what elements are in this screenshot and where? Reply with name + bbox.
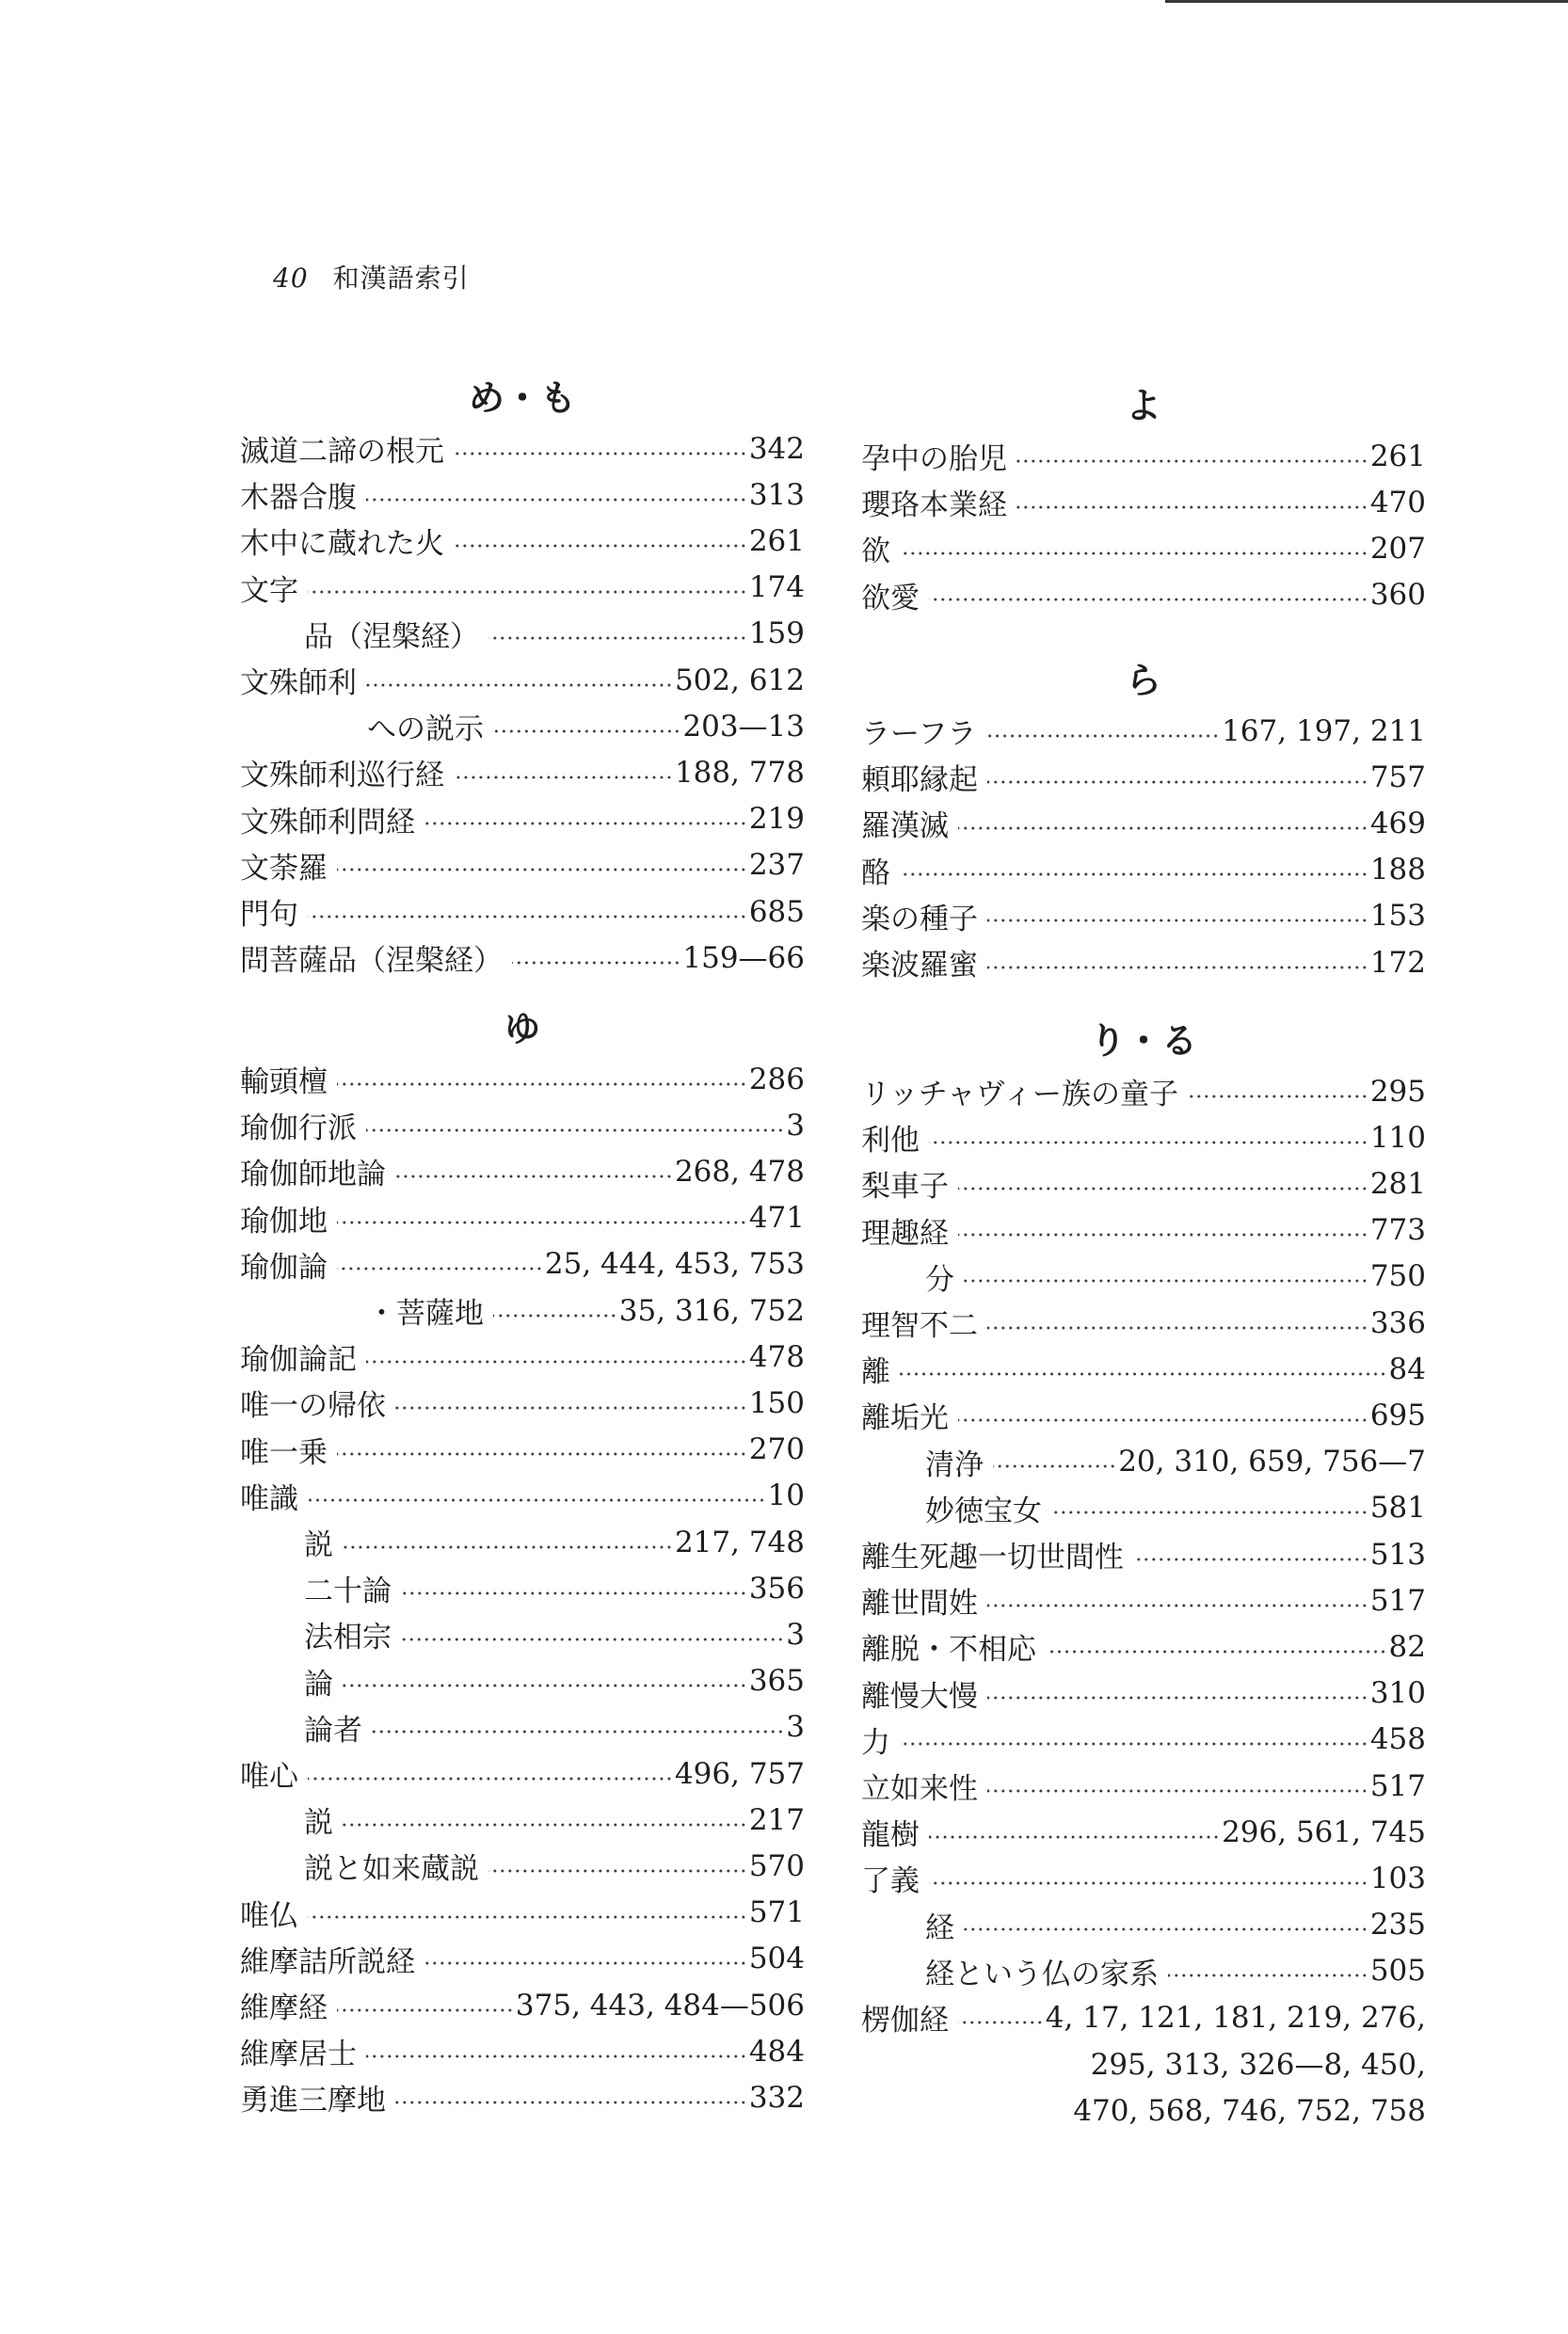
entry-term: 維摩経 <box>240 1991 328 2025</box>
entry-term: 木器合腹 <box>240 481 357 516</box>
entry-pages: 150 <box>748 1385 805 1420</box>
leader-dots <box>395 1175 673 1178</box>
entry-term: 唯一の帰依 <box>240 1389 386 1424</box>
entry-pages: 237 <box>748 848 805 883</box>
entry-term: 妙徳宝女 <box>925 1494 1042 1528</box>
index-entry <box>240 1195 805 1241</box>
entry-pages: 375, 443, 484—506 <box>515 1988 805 2022</box>
entry-term: 門句 <box>240 898 298 932</box>
entry-term: 論 <box>304 1667 333 1702</box>
index-entry <box>304 1611 805 1657</box>
index-entry <box>304 1519 805 1565</box>
entry-pages: 25, 444, 453, 753 <box>544 1247 805 1282</box>
entry-pages: 517 <box>1369 1583 1426 1618</box>
index-entry <box>861 1994 1426 2040</box>
index-entry <box>861 1717 1426 1763</box>
leader-dots <box>900 1372 1387 1376</box>
leader-dots <box>308 1915 747 1919</box>
entry-pages: 513 <box>1369 1537 1426 1572</box>
entry-term: 楞伽経 <box>861 2004 949 2038</box>
entry-pages: 581 <box>1369 1491 1426 1526</box>
index-entry <box>861 1068 1426 1114</box>
index-entry <box>304 611 805 657</box>
index-entry <box>925 1485 1426 1531</box>
index-entry <box>861 939 1426 985</box>
section-heading: り・る <box>1089 1019 1197 1062</box>
leader-dots <box>964 1927 1368 1931</box>
leader-dots <box>308 1777 673 1781</box>
entry-term: 瑜伽論記 <box>240 1343 357 1378</box>
leader-dots <box>337 868 747 871</box>
entry-pages: 458 <box>1369 1722 1426 1757</box>
leader-dots <box>900 872 1368 876</box>
entry-pages: 296, 561, 745 <box>1222 1814 1426 1849</box>
leader-dots <box>454 775 673 779</box>
entry-pages: 268, 478 <box>674 1154 805 1189</box>
index-entry <box>925 1254 1426 1300</box>
index-entry <box>240 1982 805 2028</box>
leader-dots <box>929 1835 1220 1839</box>
leader-dots <box>488 1869 747 1873</box>
entry-term: 勇進三摩地 <box>240 2084 386 2118</box>
leader-dots <box>337 2008 514 2012</box>
leader-dots <box>308 590 747 594</box>
entry-pages: 356 <box>748 1571 805 1606</box>
entry-term: 楽波羅蜜 <box>861 949 978 983</box>
entry-pages: 286 <box>748 1062 805 1096</box>
index-entry <box>861 800 1426 846</box>
entry-pages: 773 <box>1369 1213 1426 1248</box>
entry-term: 離慢大慢 <box>861 1679 978 1714</box>
index-entry <box>925 1439 1426 1485</box>
entry-term: 離垢光 <box>861 1401 949 1436</box>
entry-term: 立如来性 <box>861 1772 978 1806</box>
index-entry <box>240 1380 805 1426</box>
entry-pages: 336 <box>1369 1305 1426 1340</box>
entry-term: 唯識 <box>240 1481 298 1516</box>
entry-pages: 469 <box>1369 806 1426 840</box>
entry-term: 分 <box>925 1262 954 1297</box>
entry-pages: 207 <box>1369 531 1426 566</box>
entry-pages: 235 <box>1369 1908 1426 1942</box>
leader-dots <box>987 1789 1368 1793</box>
leader-dots <box>337 1267 543 1271</box>
leader-dots <box>366 498 747 502</box>
entry-pages: 110 <box>1369 1120 1426 1155</box>
index-entry <box>861 1207 1426 1254</box>
entry-term: 理智不二 <box>861 1309 978 1343</box>
index-entry <box>861 847 1426 893</box>
entry-term: 説と如来蔵説 <box>304 1852 479 1887</box>
leader-dots <box>308 1498 766 1502</box>
leader-dots <box>1016 505 1368 509</box>
index-entry <box>861 893 1426 939</box>
leader-dots <box>337 1221 747 1224</box>
index-entry <box>861 572 1426 618</box>
index-entry <box>861 1809 1426 1855</box>
leader-dots <box>366 683 673 687</box>
index-entry <box>304 1843 805 1889</box>
index-entry <box>861 1577 1426 1623</box>
index-entry <box>861 479 1426 525</box>
entry-term: 文殊師利巡行経 <box>240 759 444 793</box>
entry-term: 法相宗 <box>304 1621 392 1655</box>
entry-term: 了義 <box>861 1864 920 1899</box>
leader-dots <box>454 544 747 548</box>
entry-term: 問菩薩品（涅槃経） <box>240 944 503 979</box>
index-entry <box>861 433 1426 479</box>
index-entry <box>240 1334 805 1380</box>
leader-dots <box>401 1638 784 1641</box>
entry-pages: 505 <box>1369 1954 1426 1989</box>
leader-dots <box>395 1406 747 1410</box>
entry-pages-continued: 470, 568, 746, 752, 758 <box>1073 2094 1426 2129</box>
page-header <box>273 258 470 296</box>
entry-term: 瑜伽論 <box>240 1250 328 1285</box>
entry-pages: 159—66 <box>682 940 805 975</box>
entry-term: 利他 <box>861 1124 920 1159</box>
entry-term: 瑜伽師地論 <box>240 1158 386 1192</box>
index-entry <box>240 935 805 981</box>
top-edge-rule <box>1165 0 1568 3</box>
index-entry <box>861 1160 1426 1207</box>
entry-pages: 217 <box>748 1802 805 1837</box>
entry-pages: 188 <box>1369 853 1426 887</box>
leader-dots <box>958 1233 1368 1237</box>
entry-term: への説示 <box>367 712 484 747</box>
index-entry <box>861 1531 1426 1577</box>
entry-pages: 3 <box>786 1710 805 1745</box>
leader-dots <box>900 1742 1368 1746</box>
entry-pages: 470 <box>1369 485 1426 520</box>
entry-term: 経 <box>925 1910 954 1945</box>
entry-term: 輸頭檀 <box>240 1065 328 1099</box>
entry-term: 欲愛 <box>861 581 920 615</box>
section-heading: め・も <box>468 376 576 419</box>
leader-dots <box>1133 1558 1368 1561</box>
entry-pages: 504 <box>748 1942 805 1976</box>
section-heading: ら <box>1125 659 1161 701</box>
entry-term: 梨車子 <box>861 1170 949 1205</box>
leader-dots <box>987 1604 1368 1607</box>
index-entry <box>240 1102 805 1148</box>
entry-pages: 153 <box>1369 899 1426 934</box>
leader-dots <box>343 1823 747 1827</box>
entry-term: 説 <box>304 1806 333 1841</box>
entry-term: 離世間姓 <box>861 1587 978 1622</box>
leader-dots <box>343 1545 673 1549</box>
entry-term: 龍樹 <box>861 1818 920 1853</box>
leader-dots <box>337 1082 747 1086</box>
leader-dots <box>987 1326 1368 1330</box>
leader-dots <box>366 1128 784 1132</box>
index-entry <box>240 472 805 518</box>
index-entry <box>240 1241 805 1287</box>
entry-pages: 20, 310, 659, 756—7 <box>1118 1445 1426 1479</box>
leader-dots <box>958 1418 1368 1422</box>
entry-term: 頼耶縁起 <box>861 763 978 798</box>
entry-pages: 174 <box>748 570 805 605</box>
entry-pages: 502, 612 <box>674 663 805 697</box>
index-entry <box>367 1287 805 1334</box>
entry-pages-continued: 295, 313, 326—8, 450, <box>1090 2048 1426 2083</box>
leader-dots <box>493 729 680 733</box>
entry-term: 瑜伽行派 <box>240 1111 357 1146</box>
entry-pages: 167, 197, 211 <box>1222 713 1426 748</box>
index-entry <box>925 1948 1426 1994</box>
entry-term: 欲 <box>861 535 890 569</box>
entry-pages: 261 <box>1369 439 1426 473</box>
entry-pages: 310 <box>1369 1676 1426 1711</box>
index-entry <box>240 425 805 472</box>
entry-pages: 478 <box>748 1339 805 1374</box>
entry-term: 力 <box>861 1725 890 1760</box>
entry-term: 文殊師利問経 <box>240 805 415 839</box>
entry-term: 品（涅槃経） <box>304 619 479 654</box>
entry-term: 二十論 <box>304 1575 392 1609</box>
entry-pages: 332 <box>748 2080 805 2115</box>
leader-dots <box>987 780 1368 784</box>
entry-term: 文荼羅 <box>240 851 328 886</box>
index-title: 和漢語索引 <box>332 263 470 294</box>
entry-term: 経という仏の家系 <box>925 1957 1159 1991</box>
index-entry <box>240 518 805 564</box>
entry-pages: 3 <box>786 1108 805 1143</box>
leader-dots <box>308 915 747 919</box>
leader-dots <box>958 826 1368 830</box>
leader-dots <box>929 1141 1368 1144</box>
entry-term: ・菩薩地 <box>367 1297 484 1331</box>
entry-pages: 172 <box>1369 945 1426 980</box>
entry-term: 楽の種子 <box>861 902 978 936</box>
entry-pages: 757 <box>1369 759 1426 794</box>
entry-pages: 570 <box>748 1848 805 1883</box>
index-entry <box>367 703 805 749</box>
entry-term: 説 <box>304 1528 333 1562</box>
entry-pages: 84 <box>1388 1351 1426 1386</box>
leader-dots <box>985 734 1220 738</box>
entry-term: 理趣経 <box>861 1216 949 1251</box>
entry-pages: 219 <box>748 802 805 837</box>
entry-pages: 217, 748 <box>674 1525 805 1559</box>
leader-dots <box>929 598 1368 601</box>
entry-term: 離脱・不相応 <box>861 1633 1036 1668</box>
index-entry <box>304 1565 805 1611</box>
entry-pages: 471 <box>748 1201 805 1236</box>
entry-pages: 360 <box>1369 578 1426 613</box>
index-entry <box>240 1936 805 1982</box>
entry-term: 木中に蔵れた火 <box>240 527 444 562</box>
entry-pages: 35, 316, 752 <box>618 1293 805 1328</box>
entry-term: ラーフラ <box>861 717 977 751</box>
leader-dots <box>424 1961 747 1965</box>
index-entry <box>925 1902 1426 1948</box>
entry-pages: 270 <box>748 1432 805 1467</box>
entry-pages: 365 <box>748 1664 805 1699</box>
leader-dots <box>343 1684 747 1687</box>
entry-term: リッチャヴィー族の童子 <box>861 1078 1178 1111</box>
index-entry <box>861 1855 1426 1901</box>
entry-term: 清浄 <box>925 1447 984 1482</box>
entry-pages: 517 <box>1369 1768 1426 1803</box>
index-entry <box>240 1750 805 1797</box>
index-entry <box>240 796 805 842</box>
leader-dots <box>488 636 747 640</box>
index-entry <box>240 2028 805 2074</box>
leader-dots <box>372 1730 784 1734</box>
index-entry <box>240 1427 805 1473</box>
leader-dots <box>958 1187 1368 1191</box>
index-entry <box>861 1346 1426 1392</box>
entry-pages: 295 <box>1369 1074 1426 1109</box>
entry-term: 瑜伽地 <box>240 1204 328 1239</box>
entry-pages: 3 <box>786 1617 805 1652</box>
entry-pages: 281 <box>1369 1166 1426 1201</box>
entry-term: 滅道二諦の根元 <box>240 435 444 469</box>
index-entry <box>240 888 805 935</box>
leader-dots <box>987 919 1368 922</box>
index-entry <box>861 1763 1426 1809</box>
entry-pages: 313 <box>748 477 805 512</box>
entry-term: 唯心 <box>240 1760 298 1794</box>
entry-pages: 4, 17, 121, 181, 219, 276, <box>1045 2000 1426 2035</box>
leader-dots <box>366 2054 747 2058</box>
section-heading: ゆ <box>504 1007 540 1049</box>
entry-term: 離 <box>861 1355 890 1390</box>
entry-term: 唯一乗 <box>240 1435 328 1470</box>
index-entry <box>861 1671 1426 1717</box>
entry-pages: 261 <box>748 523 805 558</box>
leader-dots <box>366 1360 747 1364</box>
entry-pages: 342 <box>748 431 805 466</box>
index-entry <box>304 1797 805 1843</box>
leader-dots <box>1188 1095 1368 1098</box>
entry-pages: 10 <box>767 1479 805 1513</box>
index-entry <box>240 1056 805 1102</box>
leader-dots <box>401 1591 747 1595</box>
index-entry <box>861 1623 1426 1670</box>
entry-term: 文字 <box>240 573 298 608</box>
section-heading: よ <box>1125 384 1161 426</box>
leader-dots <box>900 552 1368 555</box>
index-entry <box>861 1114 1426 1160</box>
entry-term: 酪 <box>861 855 890 890</box>
entry-pages: 203—13 <box>682 709 805 743</box>
entry-pages: 571 <box>748 1895 805 1930</box>
leader-dots <box>395 2101 747 2104</box>
leader-dots <box>493 1314 617 1318</box>
leader-dots <box>987 1696 1368 1700</box>
leader-dots <box>424 822 747 825</box>
entry-pages: 750 <box>1369 1259 1426 1294</box>
entry-pages: 103 <box>1369 1861 1426 1895</box>
entry-term: 維摩居士 <box>240 2038 357 2072</box>
index-entry <box>240 565 805 611</box>
entry-term: 論者 <box>304 1713 362 1748</box>
index-entry <box>861 1392 1426 1438</box>
leader-dots <box>958 2021 1044 2024</box>
leader-dots <box>454 452 747 456</box>
entry-term: 瓔珞本業経 <box>861 488 1007 523</box>
index-entry <box>240 657 805 703</box>
index-entry <box>240 1473 805 1519</box>
index-entry <box>240 2074 805 2120</box>
entry-pages: 159 <box>748 616 805 651</box>
index-entry <box>240 749 805 795</box>
leader-dots <box>1051 1511 1368 1514</box>
entry-pages: 82 <box>1388 1629 1426 1664</box>
entry-pages: 484 <box>748 2034 805 2069</box>
index-entry <box>240 1890 805 1936</box>
index-entry <box>240 842 805 888</box>
leader-dots <box>993 1464 1116 1468</box>
leader-dots <box>964 1279 1368 1283</box>
entry-term: 唯仏 <box>240 1898 298 1933</box>
entry-term: 維摩詰所説経 <box>240 1944 415 1979</box>
leader-dots <box>1168 1974 1368 1977</box>
entry-term: 文殊師利 <box>240 666 357 700</box>
leader-dots <box>1046 1650 1387 1654</box>
entry-term: 孕中の胎児 <box>861 442 1007 476</box>
index-entry <box>304 1658 805 1704</box>
leader-dots <box>929 1881 1368 1885</box>
entry-pages: 496, 757 <box>674 1756 805 1791</box>
leader-dots <box>337 1452 747 1456</box>
entry-term: 離生死趣一切世間性 <box>861 1541 1124 1575</box>
entry-term: 羅漢滅 <box>861 809 949 844</box>
entry-pages: 188, 778 <box>674 755 805 790</box>
leader-dots <box>987 966 1368 969</box>
page-number: 40 <box>273 263 309 294</box>
leader-dots <box>512 961 680 965</box>
index-entry <box>240 1148 805 1194</box>
index-entry <box>861 525 1426 571</box>
leader-dots <box>1016 459 1368 463</box>
index-entry <box>304 1704 805 1750</box>
entry-pages: 695 <box>1369 1398 1426 1432</box>
index-entry <box>861 708 1426 754</box>
index-entry <box>861 754 1426 800</box>
index-entry <box>861 1300 1426 1346</box>
entry-pages: 685 <box>748 894 805 929</box>
